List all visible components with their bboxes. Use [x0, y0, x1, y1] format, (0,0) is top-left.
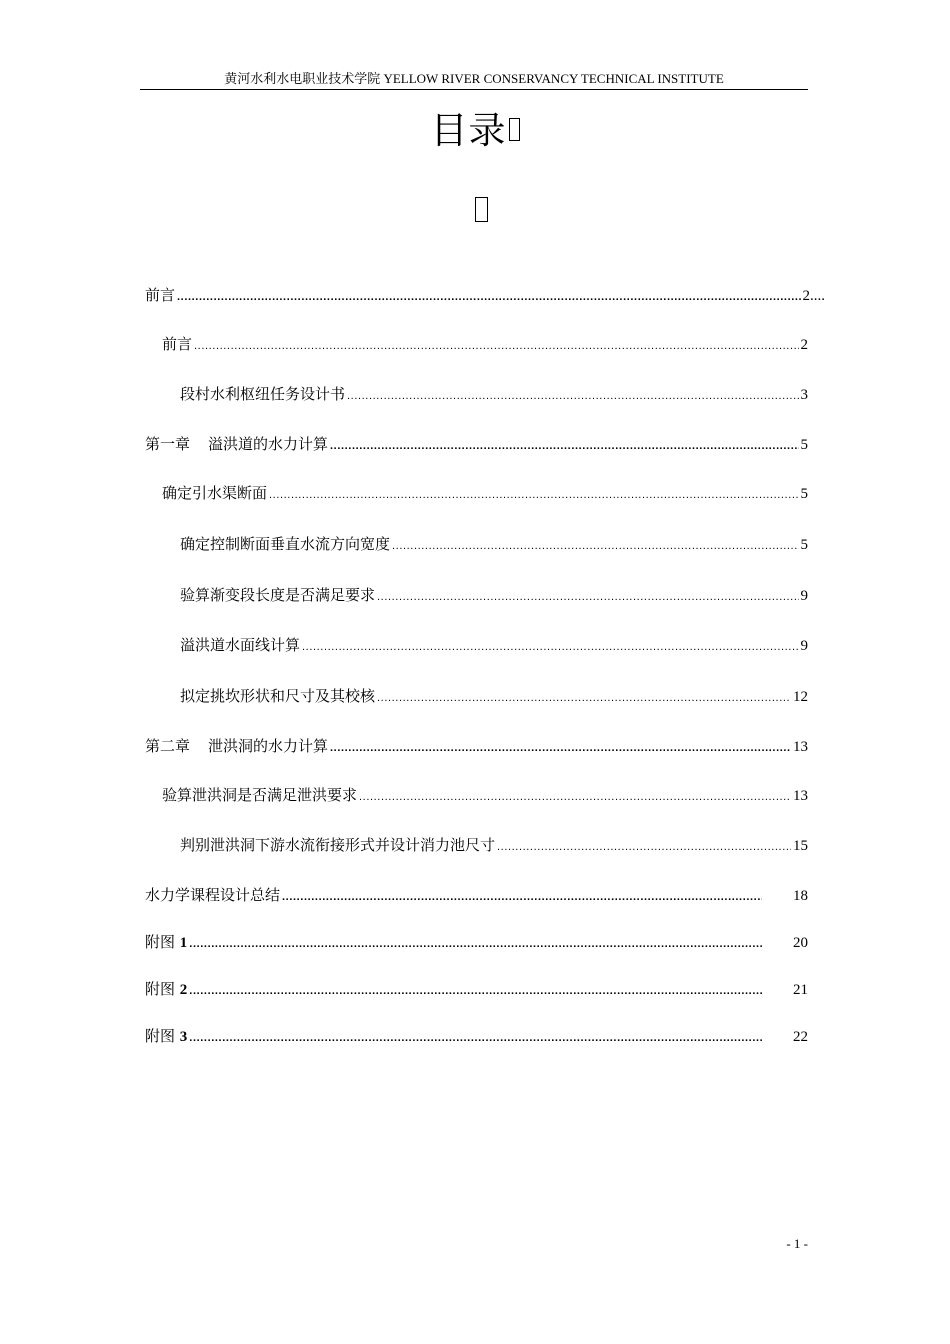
toc-leader-dots — [497, 837, 791, 857]
toc-entry-transition-length[interactable] — [180, 585, 808, 607]
toc-entry-chapter-2[interactable] — [145, 736, 808, 758]
toc-entry-flip-bucket[interactable] — [180, 686, 808, 708]
toc-leader-dots — [177, 287, 800, 307]
toc-entry-stilling-basin[interactable] — [180, 835, 808, 857]
toc-leader-dots — [330, 738, 791, 758]
toc-entry-page: 5 — [800, 486, 808, 502]
toc-entry-figure-3[interactable] — [145, 1026, 808, 1048]
toc-entry-figure-1[interactable] — [145, 932, 808, 954]
toc-entry-page: 5 — [800, 437, 808, 453]
toc-entry-page: 15 — [793, 838, 808, 854]
toc-entry-intake-channel[interactable] — [162, 483, 808, 505]
toc-entry-page: 9 — [800, 588, 808, 604]
toc-figure-number: 3 — [179, 1029, 188, 1045]
toc-entry-label: 水力学课程设计总结 — [145, 886, 281, 904]
toc-entry-page: 2 — [800, 337, 808, 353]
toc-leader-dots — [189, 1028, 762, 1048]
toc-chapter-number: 第一章 — [145, 435, 191, 453]
toc-entry-chapter-1[interactable] — [145, 434, 808, 456]
toc-entry-page: 20 — [793, 935, 808, 951]
toc-leader-dots — [392, 536, 798, 556]
toc-entry-label: 前言 — [145, 286, 176, 304]
toc-entry-design-brief[interactable] — [180, 384, 808, 406]
toc-entry-label: 验算泄洪洞是否满足泄洪要求 — [162, 786, 358, 804]
toc-entry-preface[interactable] — [145, 285, 825, 307]
toc-leader-dots — [189, 981, 762, 1001]
toc-entry-label — [145, 434, 328, 454]
toc-figure-label: 附图 — [145, 980, 176, 998]
toc-entry-summary[interactable] — [145, 885, 808, 907]
toc-entry-label: 确定引水渠断面 — [162, 484, 268, 502]
toc-chapter-title: 溢洪道的水力计算 — [208, 435, 329, 453]
toc-entry-page: 5 — [800, 537, 808, 553]
page-number: - 1 - — [786, 1236, 808, 1251]
toc-leader-dots — [377, 587, 798, 607]
toc-leader-dots — [194, 336, 798, 356]
toc-title-text: 目录 — [430, 109, 507, 152]
toc-leader-dots — [269, 485, 798, 505]
toc-entry-tunnel-capacity[interactable] — [162, 785, 808, 807]
placeholder-glyph-icon — [509, 118, 520, 141]
toc-entry-label — [145, 979, 187, 1000]
toc-leader-dots — [347, 386, 798, 406]
toc-entry-page: 3 — [800, 387, 808, 403]
toc-leader-dots — [189, 934, 762, 954]
toc-chapter-number: 第二章 — [145, 737, 191, 755]
toc-entry-label: 验算渐变段长度是否满足要求 — [180, 586, 376, 604]
toc-entry-label: 溢洪道水面线计算 — [180, 636, 301, 654]
toc-figure-number: 2 — [179, 982, 188, 998]
toc-entry-label: 前言 — [162, 335, 193, 353]
placeholder-glyph-icon — [475, 197, 488, 222]
toc-figure-number: 1 — [179, 935, 188, 951]
toc-entry-control-width[interactable] — [180, 534, 808, 556]
toc-entry-water-surface[interactable] — [180, 635, 808, 657]
toc-leader-dots — [359, 787, 791, 807]
toc-entry-page: 9 — [800, 638, 808, 654]
toc-entry-page: 13 — [793, 739, 808, 755]
page-header: 黄河水利水电职业技术学院 YELLOW RIVER CONSERVANCY TECHNICAL INSTITUTE — [140, 70, 808, 90]
toc-entry-label — [145, 932, 187, 953]
toc-entry-label: 确定控制断面垂直水流方向宽度 — [180, 535, 391, 553]
toc-entry-preface-sub[interactable] — [162, 334, 808, 356]
toc-entry-label: 判别泄洪洞下游水流衔接形式并设计消力池尺寸 — [180, 836, 496, 854]
toc-entry-page: 18 — [793, 888, 808, 904]
toc-leader-dots — [302, 637, 798, 657]
toc-entry-page: 21 — [793, 982, 808, 998]
toc-entry-label: 拟定挑坎形状和尺寸及其校核 — [180, 687, 376, 705]
toc-entry-page: 22 — [793, 1029, 808, 1045]
toc-entry-figure-2[interactable] — [145, 979, 808, 1001]
toc-figure-label: 附图 — [145, 933, 176, 951]
toc-chapter-title: 泄洪洞的水力计算 — [208, 737, 329, 755]
toc-leader-dots — [330, 436, 798, 456]
toc-entry-label — [145, 736, 328, 756]
toc-entry-page: 2.... — [802, 288, 825, 304]
toc-leader-dots — [377, 688, 791, 708]
toc-entry-label — [145, 1026, 187, 1047]
toc-entry-page: 12 — [793, 689, 808, 705]
toc-title — [0, 108, 950, 154]
toc-entry-page: 13 — [793, 788, 808, 804]
toc-leader-dots — [282, 887, 762, 907]
toc-entry-label: 段村水利枢纽任务设计书 — [180, 385, 346, 403]
toc-figure-label: 附图 — [145, 1027, 176, 1045]
